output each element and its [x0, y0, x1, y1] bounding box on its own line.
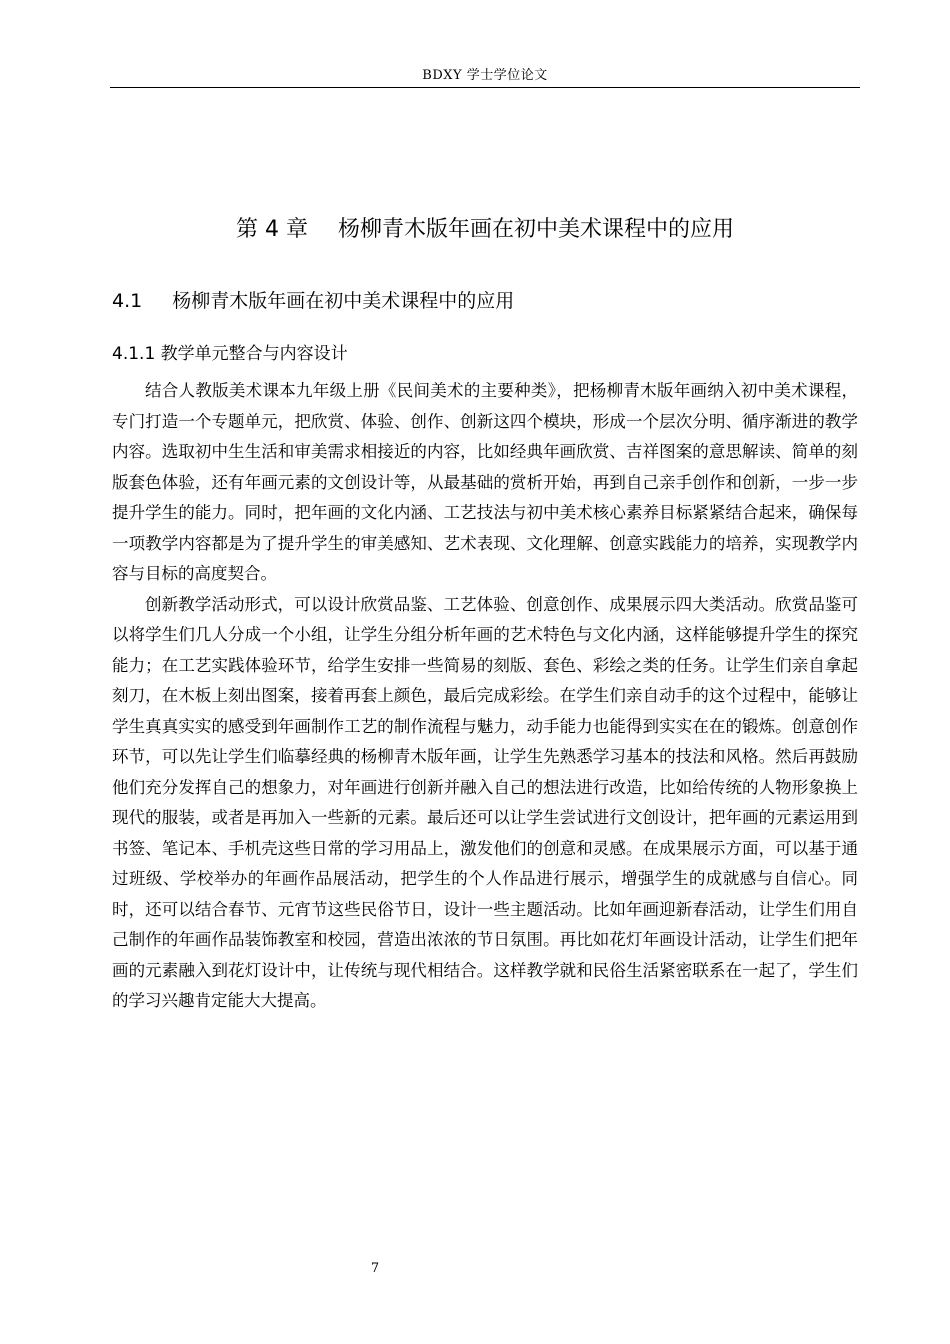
header-divider [110, 87, 860, 88]
section-title [112, 286, 514, 316]
page-number: 7 [370, 1261, 380, 1276]
section-title-text: 杨柳青木版年画在初中美术课程中的应用 [172, 290, 515, 312]
section-number: 4.1 [112, 290, 143, 312]
chapter-title [110, 213, 860, 247]
body-text [112, 376, 858, 1017]
chapter-title-text: 杨柳青木版年画在初中美术课程中的应用 [337, 217, 734, 242]
running-header: BDXY 学士学位论文 [422, 68, 548, 83]
chapter-number: 第 4 章 [236, 217, 308, 242]
paragraph: 结合人教版美术课本九年级上册《民间美术的主要种类》，把杨柳青木版年画纳入初中美术课程，专门打造一个专题单元，把欣赏、体验、创作、创新这四个模块，形成一个层次分明、循序渐进的教学内容。选取初中生生活和审美需求相接近的内容，比如经典年画欣赏、吉祥图案的意思解读、简单的刻版套色体验，还有年画元素的文创设计等，从最基础的赏析开始，再到自己亲手创作和创新，一步一步提升学生的能力。同时，把年画的文化内涵、工艺技法与初中美术核心素养目标紧紧结合起来，确保每一项教学内容都是为了提升学生的审美感知、艺术表现、文化理解、创意实践能力的培养，实现教学内容与目标的高度契合。 [112, 381, 858, 583]
paragraph: 创新教学活动形式，可以设计欣赏品鉴、工艺体验、创意创作、成果展示四大类活动。欣赏品鉴可以将学生们几人分成一个小组，让学生分组分析年画的艺术特色与文化内涵，这样能够提升学生的探究能力；在工艺实践体验环节，给学生安排一些简易的刻版、套色、彩绘之类的任务。让学生们亲自拿起刻刀，在木板上刻出图案，接着再套上颜色，最后完成彩绘。在学生们亲自动手的这个过程中，能够让学生真真实实的感受到年画制作工艺的制作流程与魅力，动手能力也能得到实实在在的锻炼。创意创作环节，可以先让学生们临摹经典的杨柳青木版年画，让学生先熟悉学习基本的技法和风格。然后再鼓励他们充分发挥自己的想象力，对年画进行创新并融入自己的想法进行改造，比如给传统的人物形象换上现代的服装，或者是再加入一些新的元素。最后还可以让学生尝试进行文创设计，把年画的元素运用到书签、笔记本、手机壳这些日常的学习用品上，激发他们的创意和灵感。在成果展示方面，可以基于通过班级、学校举办的年画作品展活动，把学生的个人作品进行展示，增强学生的成就感与自信心。同时，还可以结合春节、元宵节这些民俗节日，设计一些主题活动。比如年画迎新春活动，让学生们用自己制作的年画作品装饰教室和校园，营造出浓浓的节日氛围。再比如花灯年画设计活动，让学生们把年画的元素融入到花灯设计中，让传统与现代相结合。这样教学就和民俗生活紧密联系在一起了，学生们的学习兴趣肯定能大大提高。 [112, 594, 858, 1010]
subsection-title: 4.1.1 教学单元整合与内容设计 [112, 344, 348, 364]
